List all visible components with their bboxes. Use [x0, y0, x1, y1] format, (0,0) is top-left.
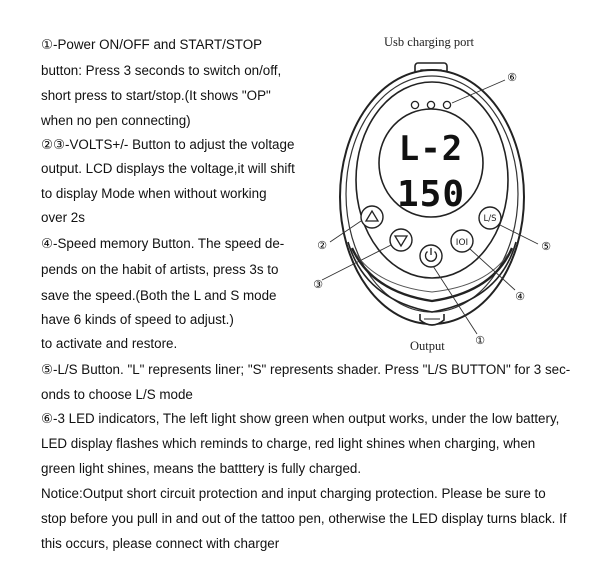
text-line: save the speed.(Both the L and S mode: [41, 288, 277, 303]
text-line: ②③-VOLTS+/- Button to adjust the voltage: [41, 137, 295, 152]
led-indicator: [427, 101, 434, 108]
callout-4: ④: [515, 290, 525, 303]
ls-button[interactable]: [479, 207, 501, 229]
text-line: ⑥-3 LED indicators, The left light show green when output works, under the low battery,: [41, 411, 560, 426]
text-line: ④-Speed memory Button. The speed de-: [41, 236, 285, 251]
lcd-bottom-readout: 150: [396, 174, 466, 215]
callout-6: ⑥: [507, 71, 517, 84]
callout-5: ⑤: [541, 240, 551, 253]
led-indicator: [443, 101, 450, 108]
text-line: ⑤-L/S Button. "L" represents liner; "S" represents shader. Press "L/S BUTTON" for 3 sec-: [41, 362, 571, 377]
callout-1: ①: [475, 334, 485, 347]
text-line: green light shines, means the batttery is fully charged.: [41, 461, 362, 476]
text-line: pends on the habit of artists, press 3s to: [41, 262, 279, 277]
led-indicators: [411, 101, 450, 108]
text-line: have 6 kinds of speed to adjust.): [41, 312, 234, 327]
text-line: over 2s: [41, 210, 85, 225]
output-port: [420, 314, 444, 325]
speed-memory-label: IOI: [455, 238, 469, 248]
lcd-screen: [379, 109, 483, 217]
output-label: Output: [410, 339, 445, 353]
text-line: LED display flashes which reminds to charge, red light shines when charging, when: [41, 436, 536, 451]
led-indicator: [411, 101, 418, 108]
ls-button-label: L/S: [483, 214, 497, 224]
volts-minus-button[interactable]: [390, 229, 412, 251]
power-button[interactable]: [420, 245, 442, 267]
text-line: Notice:Output short circuit protection and input charging protection. Please be sure to: [41, 486, 546, 501]
text-line: ①-Power ON/OFF and START/STOP: [41, 37, 263, 52]
text-line: short press to start/stop.(It shows "OP": [41, 88, 271, 103]
text-line: this occurs, please connect with charger: [41, 536, 280, 551]
text-line: stop before you pull in and out of the tattoo pen, otherwise the LED display turns black. If: [41, 511, 567, 526]
text-line: output. LCD displays the voltage,it will shift: [41, 161, 295, 176]
speed-memory-button[interactable]: [451, 230, 473, 252]
lcd-top-readout: L-2: [398, 129, 464, 169]
text-line: to display Mode when without working: [41, 186, 267, 201]
volts-plus-button[interactable]: [361, 206, 383, 228]
callout-3: ③: [313, 278, 323, 291]
text-line: to activate and restore.: [41, 336, 178, 351]
callout-2: ②: [317, 239, 327, 252]
text-line: onds to choose L/S mode: [41, 387, 193, 402]
text-line: button: Press 3 seconds to switch on/off,: [41, 63, 282, 78]
usb-label: Usb charging port: [384, 35, 475, 49]
text-line: when no pen connecting): [41, 113, 191, 128]
